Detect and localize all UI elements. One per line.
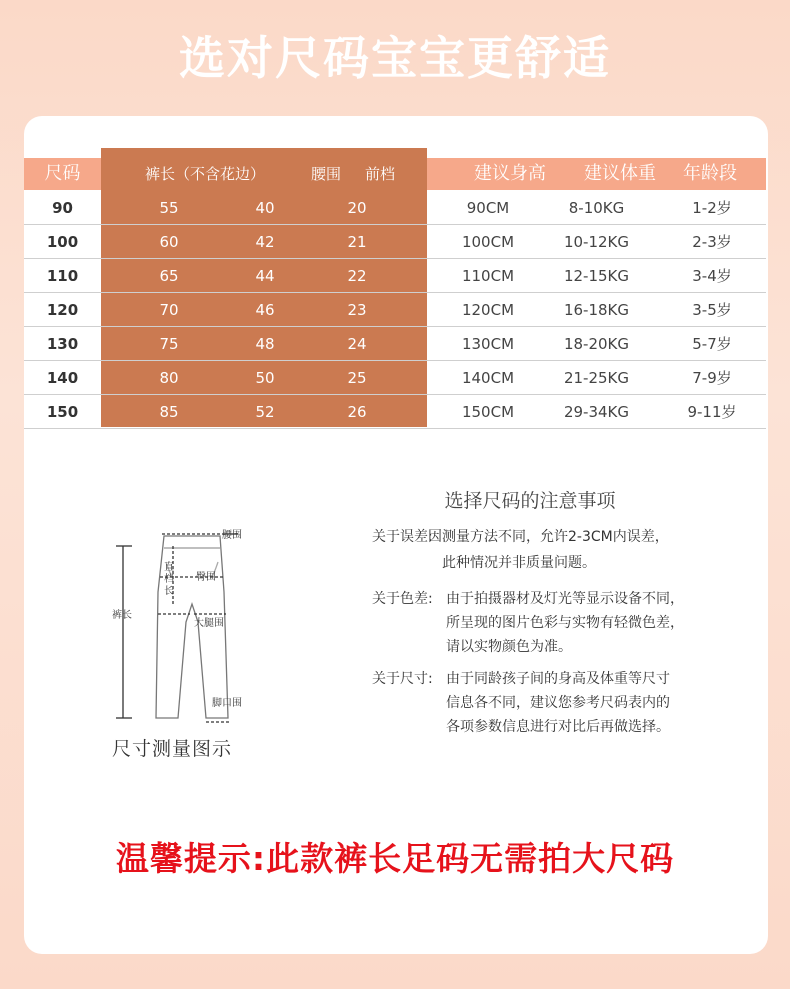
cell-age: 3-4岁 [692, 267, 732, 285]
table-row [24, 259, 766, 293]
note-line: 请以实物颜色为准。 [446, 639, 572, 655]
diagram-label-rise-1: 直 [164, 562, 174, 573]
cell-size: 130 [46, 335, 79, 353]
cell-rise: 22 [347, 267, 367, 285]
note-error [372, 526, 712, 576]
cell-height: 120CM [461, 301, 515, 319]
cell-rise: 20 [347, 199, 367, 217]
cell-height: 140CM [461, 369, 515, 387]
header-waist: 腰围 [310, 165, 341, 183]
diagram-label-hem: 脚口围 [212, 698, 242, 709]
cell-waist: 46 [255, 301, 275, 319]
warm-tip: 温馨提示:此款裤长足码无需拍大尺码 [115, 839, 675, 878]
cell-weight: 12-15KG [563, 267, 630, 285]
cell-height: 130CM [461, 335, 515, 353]
diagram-label-hip: 臀围 [196, 572, 216, 583]
cell-weight: 18-20KG [563, 335, 630, 353]
header-rise: 前档 [364, 165, 395, 183]
note-label: 关于误差: [372, 529, 433, 545]
note-line: 所呈现的图片色彩与实物有轻微色差， [446, 615, 684, 631]
header-weight: 建议体重 [584, 163, 656, 184]
cell-waist: 48 [255, 335, 275, 353]
cell-age: 3-5岁 [692, 301, 732, 319]
diagram-label-rise-2: 档 [164, 574, 174, 585]
cell-weight: 8-10KG [568, 199, 625, 217]
cell-height: 90CM [466, 199, 510, 217]
cell-age: 1-2岁 [692, 199, 732, 217]
table-row [24, 191, 766, 225]
note-label: 关于尺寸: [372, 671, 433, 687]
cell-rise: 23 [347, 301, 367, 319]
header-age: 年龄段 [683, 163, 737, 184]
cell-length: 85 [159, 403, 179, 421]
cell-length: 55 [159, 199, 179, 217]
cell-size: 150 [46, 403, 79, 421]
diagram-label-length: 裤长 [112, 610, 132, 621]
cell-size: 110 [46, 267, 79, 285]
cell-weight: 29-34KG [563, 403, 630, 421]
cell-waist: 52 [255, 403, 275, 421]
table-row [24, 225, 766, 259]
cell-length: 80 [159, 369, 179, 387]
table-row [24, 327, 766, 361]
cell-rise: 26 [347, 403, 367, 421]
diagram-label-thigh: 大腿围 [194, 618, 224, 629]
note-line: 由于拍摄器材及灯光等显示设备不同， [446, 591, 684, 607]
header-length: 裤长（不含花边） [144, 165, 265, 183]
note-line: 此种情况并非质量问题。 [442, 555, 596, 571]
note-line: 因测量方法不同，允许2-3CM内误差， [428, 529, 669, 545]
cell-height: 100CM [461, 233, 515, 251]
cell-length: 75 [159, 335, 179, 353]
cell-size: 100 [46, 233, 79, 251]
cell-waist: 42 [255, 233, 275, 251]
cell-size: 140 [46, 369, 79, 387]
note-label: 关于色差: [372, 591, 433, 607]
cell-height: 150CM [461, 403, 515, 421]
pants-measurement-diagram [106, 522, 286, 732]
note-size [372, 668, 732, 742]
row-divider [24, 428, 766, 429]
cell-length: 65 [159, 267, 179, 285]
page-title: 选对尺码宝宝更舒适 [179, 31, 611, 85]
cell-length: 70 [159, 301, 179, 319]
cell-age: 9-11岁 [687, 403, 737, 421]
cell-length: 60 [159, 233, 179, 251]
cell-weight: 16-18KG [563, 301, 630, 319]
note-line: 各项参数信息进行对比后再做选择。 [446, 719, 670, 735]
cell-age: 2-3岁 [692, 233, 732, 251]
cell-age: 7-9岁 [692, 369, 732, 387]
cell-age: 5-7岁 [692, 335, 732, 353]
cell-rise: 24 [347, 335, 367, 353]
note-line: 信息各不同，建议您参考尺码表内的 [446, 695, 670, 711]
header-height: 建议身高 [474, 163, 546, 184]
cell-size: 120 [46, 301, 79, 319]
diagram-label-waist: 腰围 [222, 530, 242, 541]
table-row [24, 395, 766, 429]
header-size: 尺码 [44, 163, 81, 184]
cell-waist: 40 [255, 199, 275, 217]
cell-weight: 21-25KG [563, 369, 630, 387]
cell-rise: 25 [347, 369, 367, 387]
cell-weight: 10-12KG [563, 233, 630, 251]
diagram-label-rise-3: 长 [164, 586, 174, 597]
table-row [24, 361, 766, 395]
note-line: 由于同龄孩子间的身高及体重等尺寸 [446, 671, 670, 687]
cell-size: 90 [52, 199, 73, 217]
cell-rise: 21 [347, 233, 367, 251]
cell-waist: 44 [255, 267, 275, 285]
cell-height: 110CM [461, 267, 515, 285]
table-row [24, 293, 766, 327]
note-color [372, 588, 732, 662]
cell-waist: 50 [255, 369, 275, 387]
notes-title: 选择尺码的注意事项 [444, 490, 616, 512]
diagram-caption: 尺寸测量图示 [112, 738, 233, 760]
